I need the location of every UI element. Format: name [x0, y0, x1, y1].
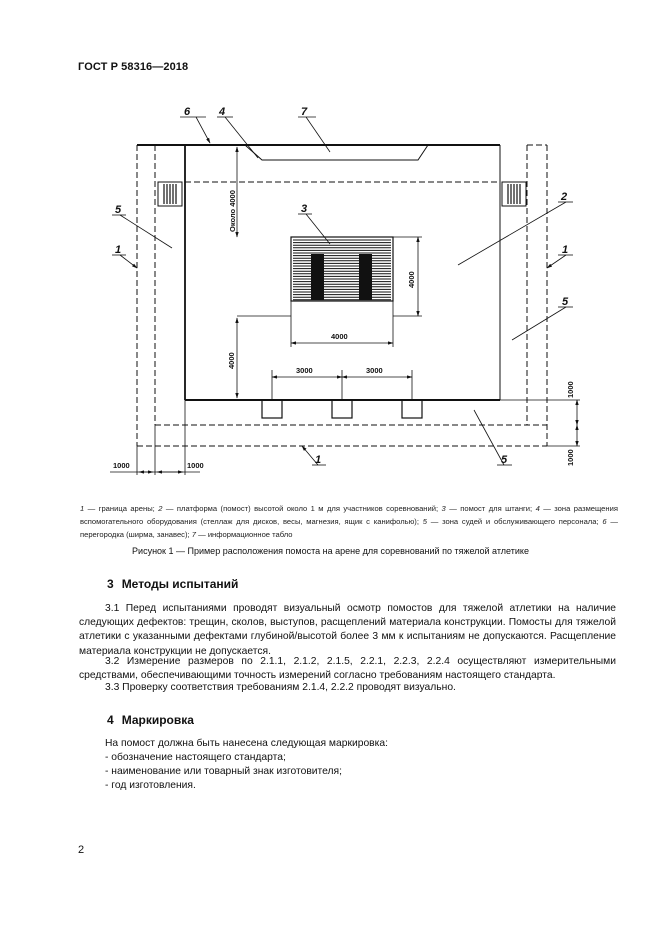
dim-1000-r1: 1000 [566, 381, 575, 398]
callout-1-bottom: 1 [315, 454, 322, 466]
callout-2: 2 [561, 191, 568, 203]
steps [262, 400, 422, 418]
side-equipment [158, 182, 526, 206]
legend-item: 6 — перегородка (ширма, занавес); [80, 517, 618, 539]
dim-1000-l1: 1000 [113, 461, 130, 470]
legend-item: 2 — платформа (помост) высотой около 1 м для участников соревнований; [158, 504, 439, 513]
legend-item: 7 — информационное табло [191, 530, 293, 539]
section-heading-3: 3 Методы испытаний [107, 577, 239, 591]
dim-1000-l2: 1000 [187, 461, 204, 470]
callout-7: 7 [301, 106, 308, 118]
document-header: ГОСТ Р 58316—2018 [78, 61, 189, 73]
legend-item: 4 — зона размещения вспомогательного оборудования (стеллаж для дисков, весы, магнезия, ящик с канифолью); [80, 504, 618, 526]
paragraph-3-2: 3.2 Измерение размеров по 2.1.1, 2.1.2, 2.1.5, 2.2.1, 2.2.3, 2.2.4 осуществляют измерительными средствами, обеспечивающими точность измерений согласно требованиям настоящего стандарта. [79, 656, 616, 682]
marking-intro: На помост должна быть нанесена следующая маркировка: [105, 738, 388, 749]
barbell-platform [291, 237, 393, 301]
callout-1-left: 1 [115, 244, 122, 256]
callout-5-right: 5 [562, 296, 569, 308]
dim-okolo4000: Около 4000 [228, 190, 237, 232]
legend-item: 1 — граница арены; [80, 504, 155, 513]
legend-item: 3 — помост для штанги; [441, 504, 533, 513]
arena-layout-figure [100, 100, 600, 490]
callout-5-left: 5 [115, 204, 122, 216]
callout-6: 6 [184, 106, 191, 118]
paragraph-3-3: 3.3 Проверку соответствия требованиям 2.1.4, 2.2.2 проводят визуально. [105, 682, 456, 693]
callout-3: 3 [301, 203, 308, 215]
dim-1000-r2: 1000 [566, 449, 575, 466]
dim-4000-platform-v: 4000 [407, 271, 416, 288]
information-board [245, 145, 428, 160]
dim-4000-left: 4000 [227, 352, 236, 369]
callout-5-bottom: 5 [501, 454, 508, 466]
marking-item-3: - год изготовления. [105, 780, 196, 791]
callout-4: 4 [219, 106, 226, 118]
dim-4000-platform-h: 4000 [331, 332, 348, 341]
marking-item-2: - наименование или товарный знак изготовителя; [105, 766, 342, 777]
callout-1-right: 1 [562, 244, 569, 256]
section-heading-4: 4 Маркировка [107, 713, 194, 727]
figure-caption: Рисунок 1 — Пример расположения помоста на арене для соревнований по тяжелой атлетике [132, 546, 529, 556]
paragraph-3-1: 3.1 Перед испытаниями проводят визуальный осмотр помостов для тяжелой атлетики на наличие следующих дефектов: трещин, сколов, выступов, расщеплений материала конструкции. Помосты для тяжелой атлетики с указанными дефектами глубиной/высотой более 3 мм к испытаниям не допускаются. Расщепление материала конструкции не допускается. [79, 603, 616, 657]
legend-item: 5 — зона судей и обслуживающего персонала; [422, 517, 599, 526]
dim-3000-a: 3000 [296, 366, 313, 375]
dim-3000-b: 3000 [366, 366, 383, 375]
figure-legend [80, 502, 618, 541]
page-number: 2 [78, 844, 85, 856]
marking-item-1: - обозначение настоящего стандарта; [105, 752, 286, 763]
